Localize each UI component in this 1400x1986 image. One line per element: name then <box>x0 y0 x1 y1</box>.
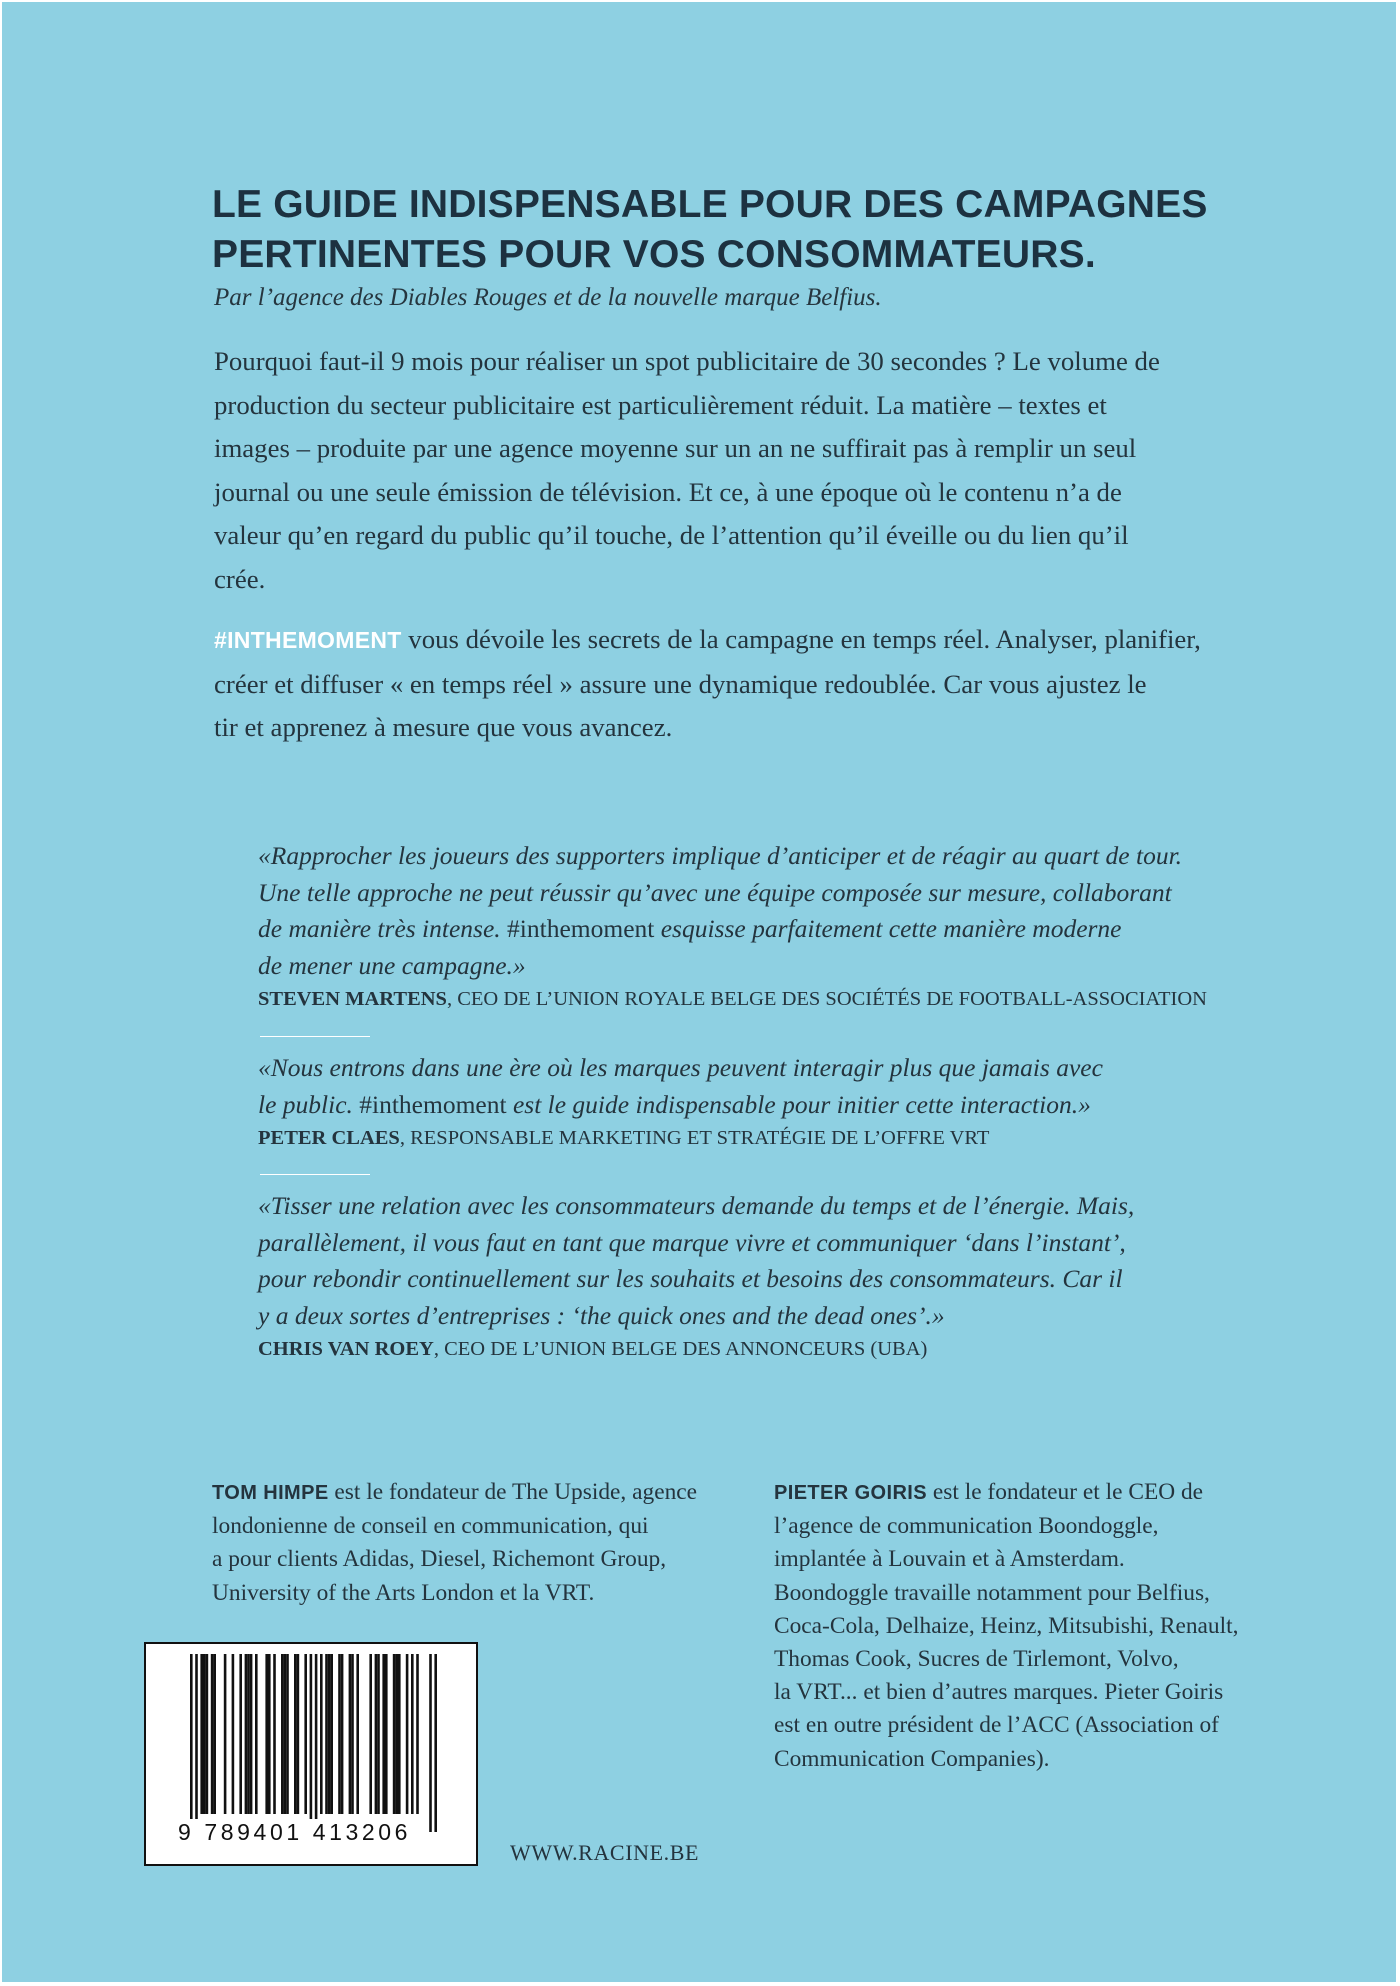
quote-author-role: , CEO DE L’UNION ROYALE BELGE DES SOCIÉTÉS DE FOOTBALL-ASSOCIATION <box>446 988 1207 1010</box>
realtime-line: créer et diffuser « en temps réel » assure une dynamique redoublée. Car vous ajustez le <box>214 668 1147 699</box>
bio-line: est en outre président de l’ACC (Association of <box>774 1712 1219 1739</box>
quote-line: y a deux sortes d’entreprises : ‘the quick ones and the dead ones’.» <box>258 1300 945 1330</box>
bio-text: est le fondateur de The Upside, agence <box>328 1479 698 1505</box>
quote-line: de mener une campagne.» <box>258 950 526 980</box>
quote-author: PETER CLAES <box>258 1127 400 1149</box>
quote-line: Une telle approche ne peut réussir qu’avec une équipe composée sur mesure, collaborant <box>258 877 1172 907</box>
bio-author-name: PIETER GOIRIS <box>774 1482 928 1504</box>
bio-line <box>774 1476 1334 1510</box>
bio-line: londonienne de conseil en communication, qui <box>212 1513 649 1540</box>
quote-line: parallèlement, il vous faut en tant que marque vivre et communiquer ‘dans l’instant’, <box>258 1227 1126 1257</box>
barcode-bar <box>297 1654 300 1814</box>
barcode-bar <box>416 1654 419 1814</box>
barcode-bar <box>284 1654 287 1814</box>
realtime-line-1-text: vous dévoile les secrets de la campagne en temps réel. Analyser, planifier, <box>401 624 1201 654</box>
quote-chris-van-roey <box>258 1188 1288 1361</box>
quote-hashtag: #inthemoment <box>359 1089 507 1119</box>
bio-line: Coca-Cola, Delhaize, Heinz, Mitsubishi, Renault, <box>774 1612 1239 1639</box>
barcode-bar <box>310 1654 313 1832</box>
barcode-bar <box>273 1654 276 1814</box>
barcode-bar <box>224 1654 227 1814</box>
bio-line <box>212 1476 752 1510</box>
barcode-bar <box>213 1654 216 1814</box>
barcode-bar <box>434 1654 437 1832</box>
barcode-bar <box>232 1654 235 1814</box>
quote-line: «Rapprocher les joueurs des supporters implique d’anticiper et de réagir au quart de tour. <box>258 841 1183 870</box>
quote-line <box>258 911 1288 948</box>
quote-fragment: est le guide indispensable pour initier cette interaction.» <box>506 1089 1091 1119</box>
realtime-line: tir et apprenez à mesure que vous avancez. <box>214 712 673 743</box>
bio-line: Boondoggle travaille notamment pour Belfius, <box>774 1579 1210 1606</box>
isbn-barcode <box>144 1642 478 1866</box>
barcode-bar <box>349 1654 352 1814</box>
quote-author: CHRIS VAN ROEY <box>258 1338 434 1360</box>
barcode-bar <box>286 1654 289 1814</box>
barcode-bar <box>195 1654 198 1832</box>
barcode-bar <box>406 1654 409 1814</box>
quote-author: STEVEN MARTENS <box>258 988 447 1010</box>
quote-divider <box>260 1036 370 1037</box>
barcode-bar <box>356 1654 359 1814</box>
intro-line: production du secteur publicitaire est particulièrement réduit. La matière – textes et <box>214 389 1107 420</box>
bio-line: Thomas Cook, Sucres de Tirlemont, Volvo, <box>774 1646 1179 1673</box>
barcode-bar <box>375 1654 378 1814</box>
quote-fragment: le public. <box>258 1089 360 1119</box>
barcode-bar <box>398 1654 401 1814</box>
barcode-bar <box>369 1654 372 1814</box>
quote-line <box>258 1087 1288 1124</box>
bio-author-name: TOM HIMPE <box>212 1482 329 1504</box>
barcode-bar <box>247 1654 250 1814</box>
quote-peter-claes <box>258 1050 1288 1150</box>
barcode-bar <box>411 1654 414 1814</box>
barcode-bar <box>255 1654 258 1814</box>
barcode-bar <box>245 1654 248 1814</box>
byline: Par l’agence des Diables Rouges et de la nouvelle marque Belfius. <box>214 284 882 311</box>
barcode-bar <box>268 1654 271 1814</box>
barcode-bar <box>206 1654 209 1814</box>
bio-line: l’agence de communication Boondoggle, <box>774 1513 1159 1540</box>
barcode-bar <box>385 1654 388 1814</box>
quote-attribution <box>258 1127 1288 1150</box>
publisher-website: WWW.RACINE.BE <box>510 1840 700 1865</box>
barcode-bar <box>200 1654 203 1814</box>
barcode-bar <box>190 1654 193 1832</box>
barcode-bar <box>377 1654 380 1814</box>
barcode-bar <box>395 1654 398 1814</box>
barcode-bar <box>328 1654 331 1814</box>
barcode-bar <box>393 1654 396 1814</box>
barcode-bar <box>320 1654 323 1814</box>
barcode-bar <box>203 1654 206 1814</box>
intro-paragraph <box>214 340 1289 602</box>
barcode-bar <box>294 1654 297 1814</box>
barcode-bar <box>304 1654 307 1814</box>
realtime-line <box>214 618 1289 663</box>
intro-line: crée. <box>214 563 266 594</box>
isbn-number: 9 789401 413206 <box>178 1819 412 1845</box>
hashtag-inthemoment: #INTHEMOMENT <box>214 627 402 653</box>
bio-line: implantée à Louvain et à Amsterdam. <box>774 1546 1125 1573</box>
intro-line: journal ou une seule émission de télévision. Et ce, à une époque où le contenu n’a de <box>214 476 1122 507</box>
quote-author-role: , RESPONSABLE MARKETING ET STRATÉGIE DE L’OFFRE VRT <box>399 1127 990 1149</box>
bio-line: Communication Companies). <box>774 1745 1050 1772</box>
headline-line-2: PERTINENTES POUR VOS CONSOMMATEURS. <box>212 233 1096 276</box>
headline <box>212 180 1212 280</box>
intro-line: valeur qu’en regard du public qu’il touche, de l’attention qu’il éveille ou du lien qu’il <box>214 520 1129 551</box>
quote-text <box>258 1050 1288 1123</box>
barcode-bar <box>211 1654 214 1814</box>
quote-line: «Tisser une relation avec les consommateurs demande du temps et de l’énergie. Mais, <box>258 1191 1135 1220</box>
quote-text <box>258 838 1288 984</box>
bio-text: est le fondateur et le CEO de <box>927 1479 1204 1505</box>
bio-line: University of the Arts London et la VRT. <box>212 1579 595 1606</box>
barcode-bar <box>239 1654 242 1814</box>
barcode-bar <box>382 1654 385 1814</box>
quote-hashtag: #inthemoment <box>507 914 655 943</box>
realtime-paragraph <box>214 618 1289 750</box>
quote-text <box>258 1188 1288 1334</box>
barcode-bar <box>315 1654 318 1832</box>
bio-line: la VRT... et bien d’autres marques. Pieter Goiris <box>774 1679 1224 1706</box>
barcode-bar <box>325 1654 328 1814</box>
bio-pieter-goiris <box>774 1476 1334 1776</box>
quote-fragment: de manière très intense. <box>258 914 508 943</box>
quote-divider <box>260 1174 370 1175</box>
intro-line: images – produite par une agence moyenne sur un an ne suffirait pas à remplir un seul <box>214 433 1137 464</box>
intro-line: Pourquoi faut-il 9 mois pour réaliser un spot publicitaire de 30 secondes ? Le volume de <box>214 346 1160 376</box>
barcode-bar <box>281 1654 284 1814</box>
barcode-bar <box>250 1654 253 1814</box>
barcode-bar <box>338 1654 341 1814</box>
quote-fragment: esquisse parfaitement cette manière moderne <box>654 914 1122 943</box>
headline-line-1: LE GUIDE INDISPENSABLE POUR DES CAMPAGNES <box>212 183 1208 226</box>
quote-line: «Nous entrons dans une ère où les marques peuvent interagir plus que jamais avec <box>258 1053 1103 1082</box>
quote-attribution <box>258 988 1288 1011</box>
bio-tom-himpe <box>212 1476 752 1610</box>
quote-attribution <box>258 1338 1288 1361</box>
quote-author-role: , CEO DE L’UNION BELGE DES ANNONCEURS (UBA) <box>433 1338 928 1360</box>
bio-line: a pour clients Adidas, Diesel, Richemont Group, <box>212 1546 667 1573</box>
back-cover <box>2 2 1396 1982</box>
barcode-bar <box>330 1654 333 1814</box>
barcode-bar <box>341 1654 344 1814</box>
barcode-bar <box>429 1654 432 1832</box>
barcode-bar <box>351 1654 354 1814</box>
quote-steven-martens <box>258 838 1288 1011</box>
barcode-bar <box>265 1654 268 1814</box>
quote-line: pour rebondir continuellement sur les souhaits et besoins des consommateurs. Car il <box>258 1264 1123 1293</box>
